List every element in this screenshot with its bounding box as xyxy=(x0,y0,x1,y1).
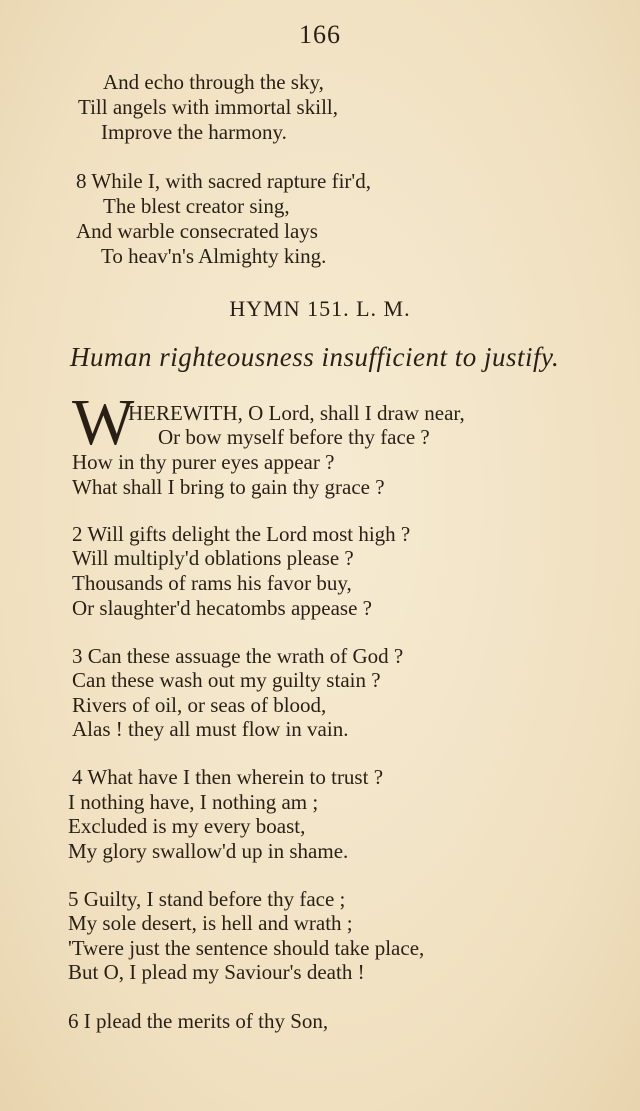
verse-line: Rivers of oil, or seas of blood, xyxy=(72,693,327,717)
verse-line: But O, I plead my Saviour's death ! xyxy=(68,960,365,984)
verse-line: My sole desert, is hell and wrath ; xyxy=(68,911,353,935)
verse-line: Will multiply'd oblations please ? xyxy=(72,546,354,570)
verse-line: 'Twere just the sentence should take place, xyxy=(68,936,425,960)
verse-line: And warble consecrated lays xyxy=(76,219,318,243)
drop-cap: W xyxy=(72,386,135,459)
verse-line: 6 I plead the merits of thy Son, xyxy=(68,1009,329,1033)
verse-line: Till angels with immortal skill, xyxy=(78,95,338,119)
verse-line: Thousands of rams his favor buy, xyxy=(72,571,352,595)
verse-line: 5 Guilty, I stand before thy face ; xyxy=(68,887,346,911)
verse-line: How in thy purer eyes appear ? xyxy=(72,450,335,474)
verse-line: To heav'n's Almighty king. xyxy=(101,244,327,268)
verse-line: What shall I bring to gain thy grace ? xyxy=(72,475,385,499)
verse-line: 8 While I, with sacred rapture fir'd, xyxy=(76,169,371,193)
verse-line: Excluded is my every boast, xyxy=(68,814,306,838)
verse-line: Alas ! they all must flow in vain. xyxy=(72,717,349,741)
verse-line: My glory swallow'd up in shame. xyxy=(68,839,349,863)
verse-line: Or bow myself before thy face ? xyxy=(158,425,430,449)
hymn-heading: HYMN 151. L. M. xyxy=(229,296,411,321)
verse-line: 3 Can these assuage the wrath of God ? xyxy=(72,644,404,668)
verse-line: And echo through the sky, xyxy=(103,70,324,94)
verse-line: Can these wash out my guilty stain ? xyxy=(72,668,381,692)
verse-line: The blest creator sing, xyxy=(103,194,290,218)
verse-line: I nothing have, I nothing am ; xyxy=(68,790,319,814)
page-number: 166 xyxy=(299,20,341,49)
verse-line: HEREWITH, O Lord, shall I draw near, xyxy=(128,401,465,425)
verse-line: Or slaughter'd hecatombs appease ? xyxy=(72,596,372,620)
hymn-subtitle: Human righteousness insufficient to justify. xyxy=(70,342,560,372)
verse-line: Improve the harmony. xyxy=(101,120,287,144)
verse-line: 4 What have I then wherein to trust ? xyxy=(72,765,384,789)
verse-line: 2 Will gifts delight the Lord most high ? xyxy=(72,522,411,546)
